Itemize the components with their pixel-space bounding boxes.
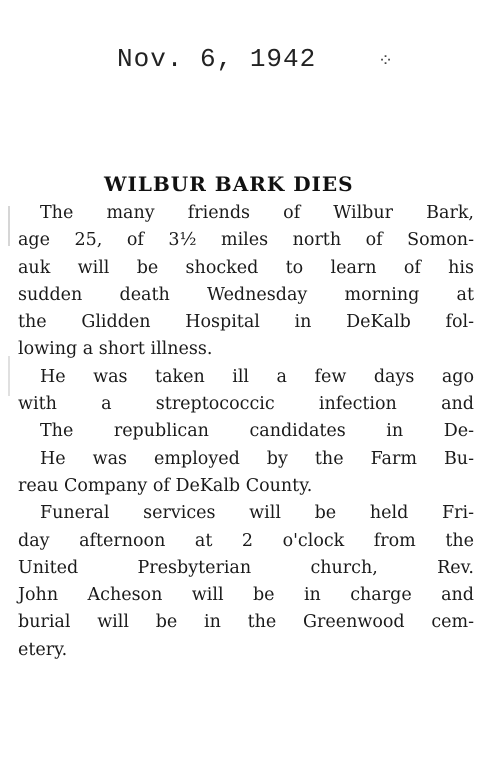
article-line: with a streptococcic infection and — [18, 394, 474, 415]
article-line: Funeral services will be held Fri- — [40, 503, 474, 524]
article-line: reau Company of DeKalb County. — [18, 475, 313, 496]
article-line: The republican candidates in De- — [40, 421, 474, 442]
clipping-edge — [8, 206, 10, 706]
article-line: the Glidden Hospital in DeKalb fol- — [18, 312, 474, 333]
article-line: etery. — [18, 639, 68, 660]
clipping-date: Nov. 6, 1942 — [117, 44, 317, 74]
article-line: auk will be shocked to learn of his — [18, 257, 474, 278]
article-line: lowing a short illness. — [18, 339, 213, 360]
article-line: burial will be in the Greenwood cem- — [18, 612, 474, 633]
headline: WILBUR BARK DIES — [104, 172, 354, 196]
article-line: sudden death Wednesday morning at — [18, 284, 474, 305]
article-body — [18, 200, 474, 664]
article-line: The many friends of Wilbur Bark, — [40, 203, 474, 223]
article-line: He was taken ill a few days ago — [40, 366, 474, 387]
article-line: age 25, of 3½ miles north of Somon- — [18, 230, 474, 251]
article-line: He was employed by the Farm Bu- — [40, 448, 474, 469]
article-line: John Acheson will be in charge and — [18, 585, 474, 606]
article-line: United Presbyterian church, Rev. — [18, 557, 474, 578]
print-speck: ⁘ — [378, 50, 394, 71]
article-line: day afternoon at 2 o'clock from the — [18, 530, 474, 551]
